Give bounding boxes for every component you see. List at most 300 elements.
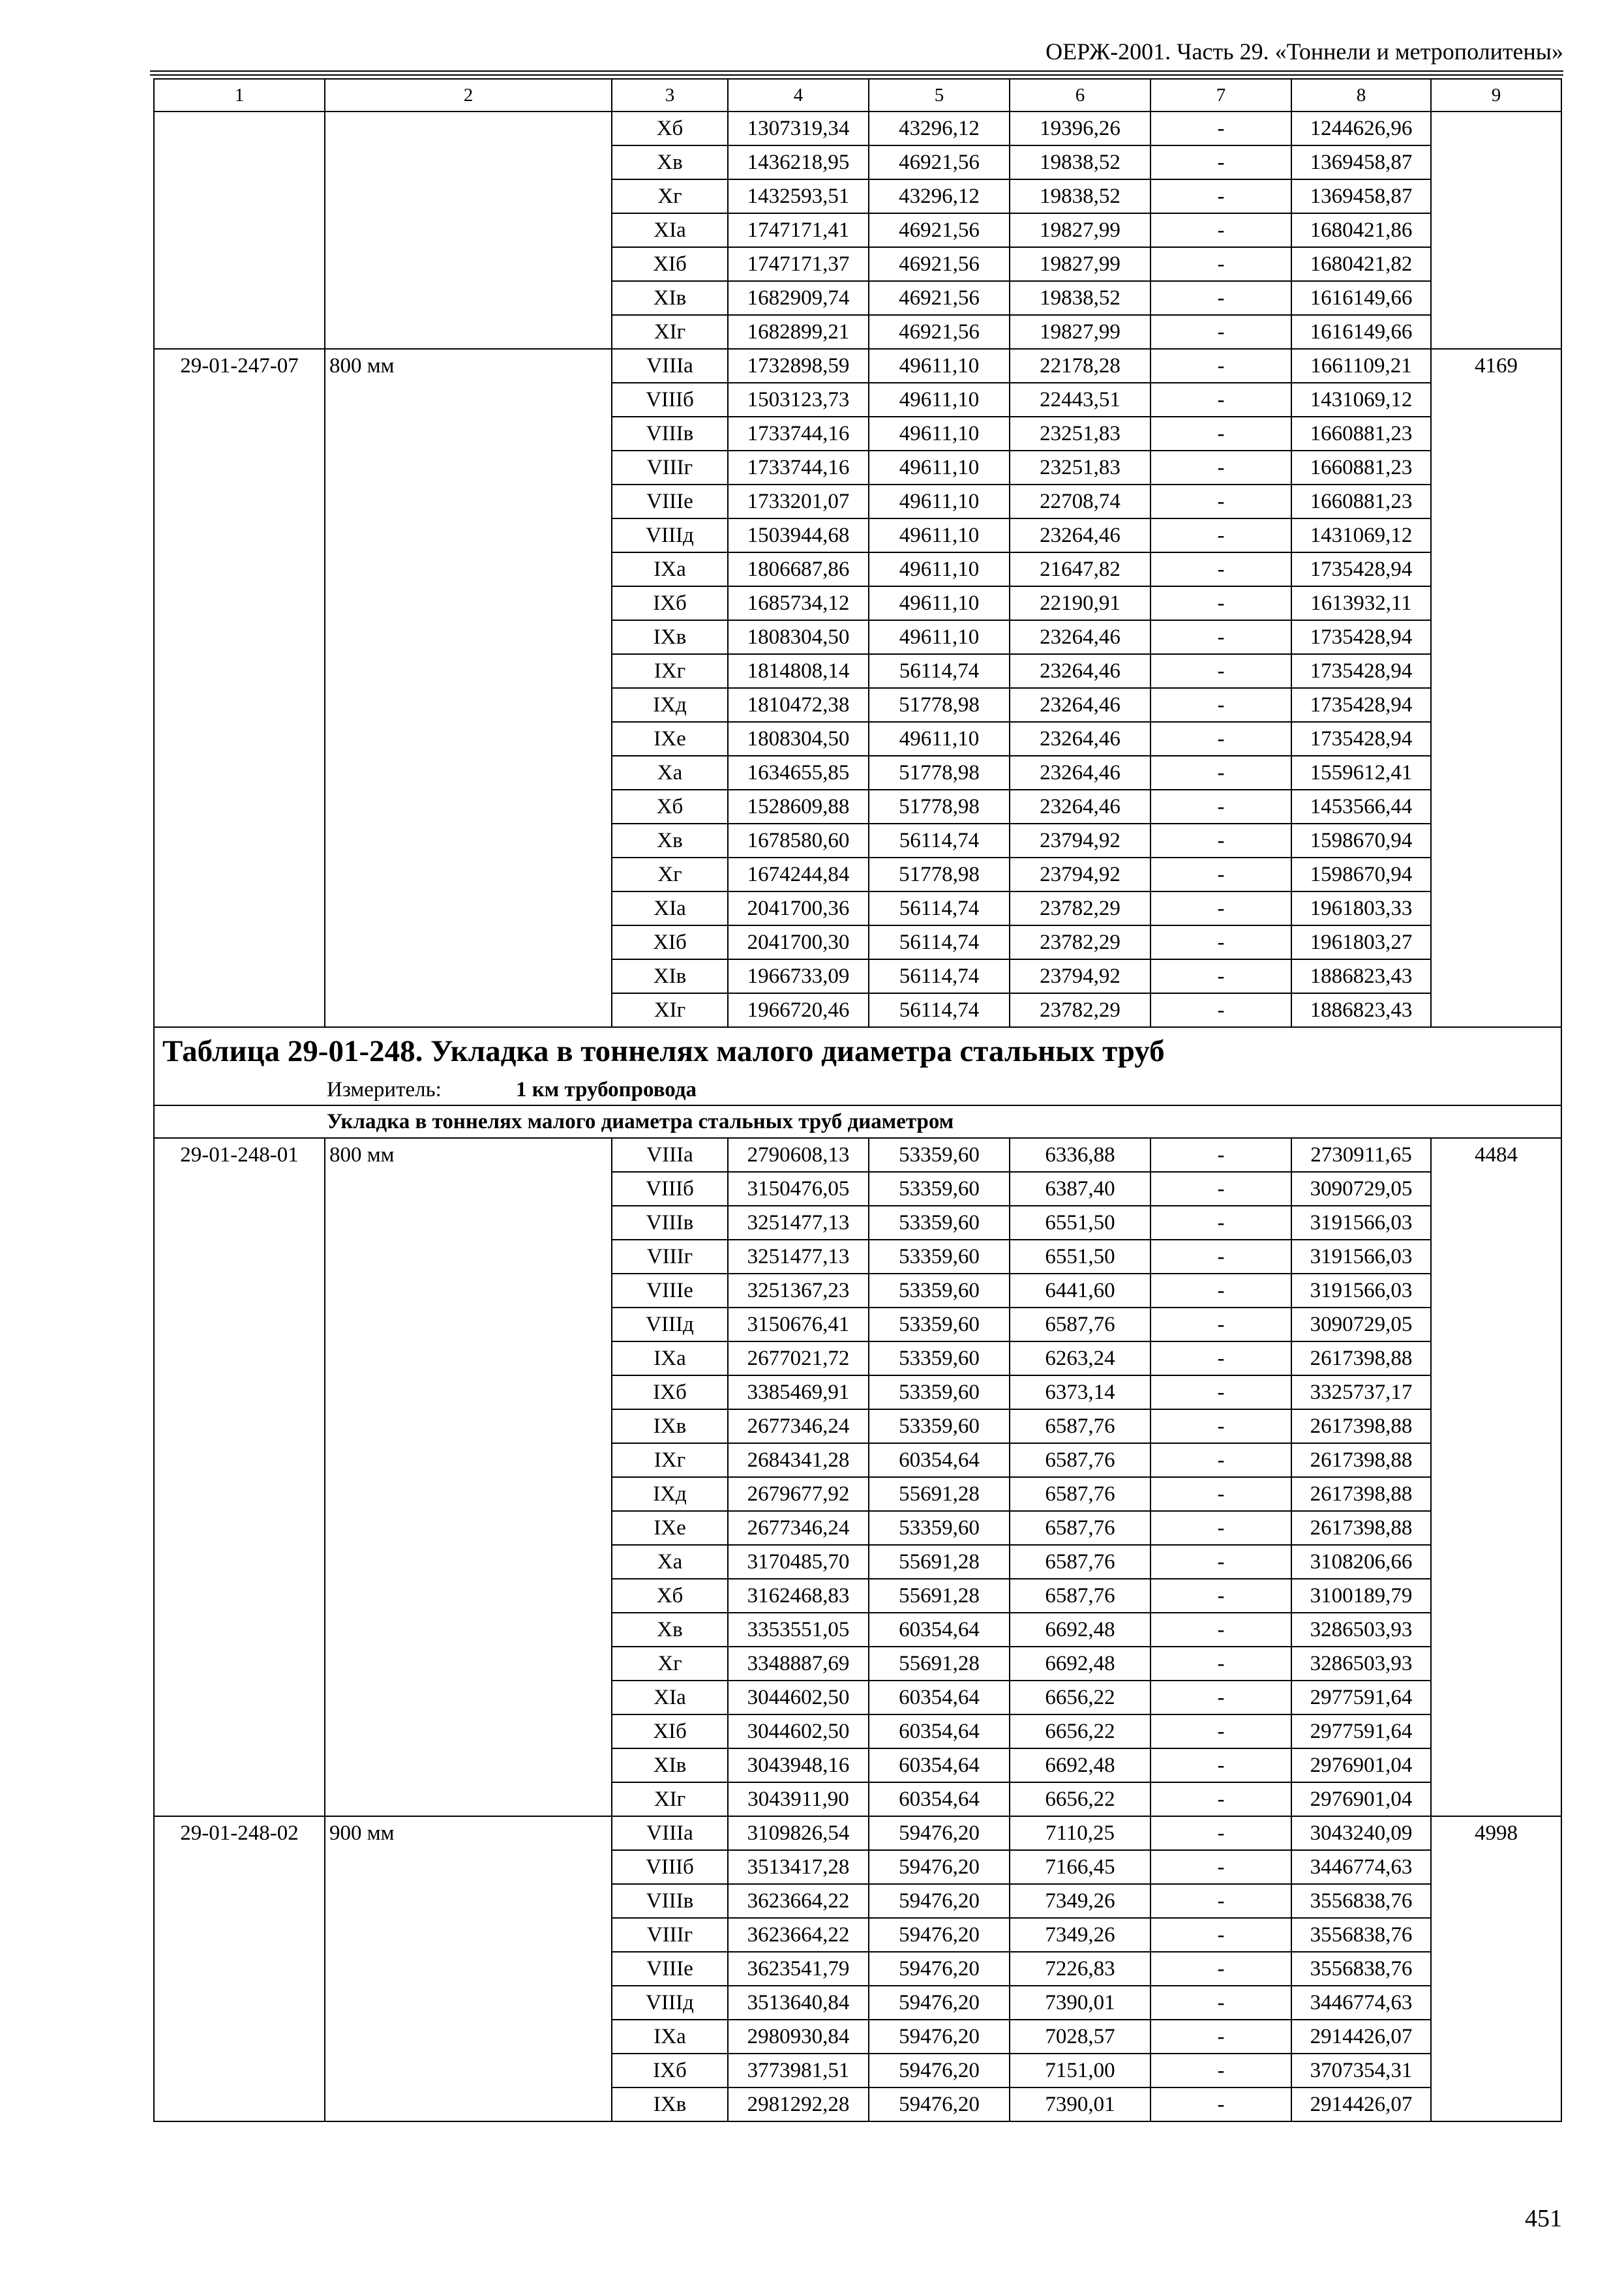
column-number-header: 7: [1150, 79, 1291, 112]
wage-cell: 49611,10: [869, 586, 1010, 620]
wage-cell: 53359,60: [869, 1138, 1010, 1172]
wage-cell: 56114,74: [869, 824, 1010, 858]
wage-cell: 43296,12: [869, 112, 1010, 145]
zone-cell: VIIIб: [612, 1172, 728, 1206]
wage-cell: 51778,98: [869, 790, 1010, 824]
total-cost-cell: 3162468,83: [728, 1579, 869, 1613]
driver-wage-cell: -: [1150, 925, 1291, 959]
total-cost-cell: 1808304,50: [728, 722, 869, 756]
wage-cell: 46921,56: [869, 315, 1010, 349]
total-cost-cell: 1966733,09: [728, 959, 869, 993]
driver-wage-cell: -: [1150, 1681, 1291, 1714]
driver-wage-cell: -: [1150, 1172, 1291, 1206]
machine-cost-cell: 6587,76: [1010, 1511, 1150, 1545]
wage-cell: 53359,60: [869, 1240, 1010, 1274]
driver-wage-cell: -: [1150, 1613, 1291, 1647]
machine-cost-cell: 6656,22: [1010, 1681, 1150, 1714]
column-number-header: 3: [612, 79, 728, 112]
total-cost-cell: 1810472,38: [728, 688, 869, 722]
total-cost-cell: 1747171,37: [728, 247, 869, 281]
machine-cost-cell: 7226,83: [1010, 1952, 1150, 1986]
zone-cell: VIIIв: [612, 1884, 728, 1918]
driver-wage-cell: -: [1150, 1816, 1291, 1850]
driver-wage-cell: -: [1150, 247, 1291, 281]
driver-wage-cell: -: [1150, 1138, 1291, 1172]
total-cost-cell: 3623664,22: [728, 1918, 869, 1952]
materials-cell: 1431069,12: [1291, 518, 1431, 552]
zone-cell: VIIIа: [612, 1138, 728, 1172]
materials-cell: 1660881,23: [1291, 451, 1431, 485]
total-cost-cell: 3044602,50: [728, 1714, 869, 1748]
zone-cell: Xа: [612, 756, 728, 790]
zone-cell: XIв: [612, 959, 728, 993]
materials-cell: 3446774,63: [1291, 1850, 1431, 1884]
wage-cell: 53359,60: [869, 1172, 1010, 1206]
materials-cell: 3286503,93: [1291, 1647, 1431, 1681]
table-title-row: [154, 1027, 1561, 1075]
materials-cell: 1661109,21: [1291, 349, 1431, 383]
machine-cost-cell: 19838,52: [1010, 179, 1150, 213]
wage-cell: 51778,98: [869, 688, 1010, 722]
materials-cell: 1886823,43: [1291, 959, 1431, 993]
materials-cell: 1735428,94: [1291, 620, 1431, 654]
total-cost-cell: 1528609,88: [728, 790, 869, 824]
measure-label: Измеритель:: [327, 1078, 442, 1101]
zone-cell: VIIIг: [612, 1240, 728, 1274]
driver-wage-cell: -: [1150, 518, 1291, 552]
machine-cost-cell: 23782,29: [1010, 925, 1150, 959]
zone-cell: VIIIе: [612, 1952, 728, 1986]
total-cost-cell: 3043948,16: [728, 1748, 869, 1782]
driver-wage-cell: -: [1150, 1884, 1291, 1918]
materials-cell: 3446774,63: [1291, 1986, 1431, 2020]
driver-wage-cell: -: [1150, 959, 1291, 993]
machine-cost-cell: 6336,88: [1010, 1138, 1150, 1172]
materials-cell: 1369458,87: [1291, 179, 1431, 213]
code-cell-empty: [154, 112, 325, 349]
zone-cell: XIб: [612, 925, 728, 959]
wage-cell: 53359,60: [869, 1308, 1010, 1341]
materials-cell: 3191566,03: [1291, 1240, 1431, 1274]
total-cost-cell: 1307319,34: [728, 112, 869, 145]
wage-cell: 60354,64: [869, 1681, 1010, 1714]
zone-cell: VIIIб: [612, 383, 728, 417]
materials-cell: 2617398,88: [1291, 1409, 1431, 1443]
labor-cost-cell: 4169: [1431, 349, 1561, 1027]
wage-cell: 49611,10: [869, 349, 1010, 383]
machine-cost-cell: 6587,76: [1010, 1409, 1150, 1443]
driver-wage-cell: -: [1150, 654, 1291, 688]
wage-cell: 49611,10: [869, 417, 1010, 451]
total-cost-cell: 3353551,05: [728, 1613, 869, 1647]
zone-cell: IXа: [612, 2020, 728, 2054]
wage-cell: 59476,20: [869, 2054, 1010, 2087]
labor-cell-empty: [1431, 112, 1561, 349]
wage-cell: 55691,28: [869, 1579, 1010, 1613]
total-cost-cell: 2677346,24: [728, 1511, 869, 1545]
wage-cell: 53359,60: [869, 1274, 1010, 1308]
zone-cell: IXг: [612, 1443, 728, 1477]
total-cost-cell: 3150476,05: [728, 1172, 869, 1206]
wage-cell: 56114,74: [869, 925, 1010, 959]
wage-cell: 56114,74: [869, 959, 1010, 993]
zone-cell: VIIIв: [612, 1206, 728, 1240]
total-cost-cell: 2677346,24: [728, 1409, 869, 1443]
machine-cost-cell: 6263,24: [1010, 1341, 1150, 1375]
zone-cell: IXд: [612, 1477, 728, 1511]
materials-cell: 2977591,64: [1291, 1681, 1431, 1714]
table-row: [154, 1816, 1561, 1850]
zone-cell: IXб: [612, 2054, 728, 2087]
table-row: [154, 349, 1561, 383]
wage-cell: 49611,10: [869, 620, 1010, 654]
driver-wage-cell: -: [1150, 2087, 1291, 2121]
machine-cost-cell: 7110,25: [1010, 1816, 1150, 1850]
total-cost-cell: 1682899,21: [728, 315, 869, 349]
wage-cell: 49611,10: [869, 485, 1010, 518]
wage-cell: 55691,28: [869, 1477, 1010, 1511]
total-cost-cell: 3513640,84: [728, 1986, 869, 2020]
measure-value: 1 км трубопровода: [516, 1078, 697, 1101]
section-subtitle: Укладка в тоннелях малого диаметра стальных труб диаметром: [154, 1105, 1561, 1138]
wage-cell: 51778,98: [869, 858, 1010, 891]
materials-cell: 3191566,03: [1291, 1206, 1431, 1240]
materials-cell: 1616149,66: [1291, 315, 1431, 349]
zone-cell: IXа: [612, 552, 728, 586]
name-cell-empty: [325, 112, 612, 349]
machine-cost-cell: 23794,92: [1010, 858, 1150, 891]
materials-cell: 3325737,17: [1291, 1375, 1431, 1409]
materials-cell: 1598670,94: [1291, 858, 1431, 891]
zone-cell: XIг: [612, 1782, 728, 1816]
materials-cell: 2914426,07: [1291, 2020, 1431, 2054]
total-cost-cell: 1685734,12: [728, 586, 869, 620]
zone-cell: VIIIе: [612, 485, 728, 518]
total-cost-cell: 1432593,51: [728, 179, 869, 213]
item-name-cell: 800 мм: [325, 349, 612, 1027]
driver-wage-cell: -: [1150, 485, 1291, 518]
total-cost-cell: 3109826,54: [728, 1816, 869, 1850]
item-name-cell: 900 мм: [325, 1816, 612, 2121]
driver-wage-cell: -: [1150, 1409, 1291, 1443]
materials-cell: 2976901,04: [1291, 1748, 1431, 1782]
total-cost-cell: 2684341,28: [728, 1443, 869, 1477]
total-cost-cell: 3251477,13: [728, 1206, 869, 1240]
zone-cell: XIа: [612, 1681, 728, 1714]
driver-wage-cell: -: [1150, 1918, 1291, 1952]
driver-wage-cell: -: [1150, 179, 1291, 213]
table-body: [154, 79, 1561, 2121]
wage-cell: 53359,60: [869, 1511, 1010, 1545]
machine-cost-cell: 6656,22: [1010, 1714, 1150, 1748]
materials-cell: 1453566,44: [1291, 790, 1431, 824]
item-code-cell: 29-01-248-01: [154, 1138, 325, 1816]
wage-cell: 60354,64: [869, 1714, 1010, 1748]
total-cost-cell: 2981292,28: [728, 2087, 869, 2121]
column-number-header: 9: [1431, 79, 1561, 112]
table-row: [154, 1138, 1561, 1172]
wage-cell: 49611,10: [869, 722, 1010, 756]
materials-cell: 1369458,87: [1291, 145, 1431, 179]
driver-wage-cell: -: [1150, 1511, 1291, 1545]
total-cost-cell: 2041700,36: [728, 891, 869, 925]
machine-cost-cell: 23264,46: [1010, 620, 1150, 654]
column-number-header: 5: [869, 79, 1010, 112]
zone-cell: IXб: [612, 1375, 728, 1409]
materials-cell: 3191566,03: [1291, 1274, 1431, 1308]
zone-cell: XIв: [612, 281, 728, 315]
materials-cell: 3556838,76: [1291, 1918, 1431, 1952]
materials-cell: 2914426,07: [1291, 2087, 1431, 2121]
total-cost-cell: 2679677,92: [728, 1477, 869, 1511]
driver-wage-cell: -: [1150, 790, 1291, 824]
total-cost-cell: 3623541,79: [728, 1952, 869, 1986]
driver-wage-cell: -: [1150, 1714, 1291, 1748]
machine-cost-cell: 23782,29: [1010, 891, 1150, 925]
zone-cell: VIIIв: [612, 417, 728, 451]
wage-cell: 59476,20: [869, 2020, 1010, 2054]
zone-cell: Xб: [612, 1579, 728, 1613]
total-cost-cell: 3773981,51: [728, 2054, 869, 2087]
zone-cell: IXв: [612, 2087, 728, 2121]
machine-cost-cell: 6587,76: [1010, 1477, 1150, 1511]
column-number-header: 6: [1010, 79, 1150, 112]
column-number-header: 4: [728, 79, 869, 112]
machine-cost-cell: 19827,99: [1010, 213, 1150, 247]
wage-cell: 49611,10: [869, 518, 1010, 552]
materials-cell: 1244626,96: [1291, 112, 1431, 145]
driver-wage-cell: -: [1150, 112, 1291, 145]
total-cost-cell: 3623664,22: [728, 1884, 869, 1918]
total-cost-cell: 3385469,91: [728, 1375, 869, 1409]
zone-cell: IXв: [612, 1409, 728, 1443]
zone-cell: VIIIа: [612, 349, 728, 383]
driver-wage-cell: -: [1150, 1443, 1291, 1477]
driver-wage-cell: -: [1150, 1952, 1291, 1986]
total-cost-cell: 1436218,95: [728, 145, 869, 179]
materials-cell: 1735428,94: [1291, 688, 1431, 722]
machine-cost-cell: 23251,83: [1010, 417, 1150, 451]
materials-cell: 3286503,93: [1291, 1613, 1431, 1647]
wage-cell: 46921,56: [869, 247, 1010, 281]
materials-cell: 3556838,76: [1291, 1884, 1431, 1918]
zone-cell: Xб: [612, 112, 728, 145]
total-cost-cell: 2677021,72: [728, 1341, 869, 1375]
total-cost-cell: 1733744,16: [728, 451, 869, 485]
zone-cell: Xб: [612, 790, 728, 824]
materials-cell: 3108206,66: [1291, 1545, 1431, 1579]
driver-wage-cell: -: [1150, 1545, 1291, 1579]
machine-cost-cell: 7151,00: [1010, 2054, 1150, 2087]
machine-cost-cell: 22190,91: [1010, 586, 1150, 620]
wage-cell: 59476,20: [869, 1986, 1010, 2020]
zone-cell: XIг: [612, 315, 728, 349]
machine-cost-cell: 22178,28: [1010, 349, 1150, 383]
driver-wage-cell: -: [1150, 722, 1291, 756]
machine-cost-cell: 6587,76: [1010, 1545, 1150, 1579]
total-cost-cell: 1674244,84: [728, 858, 869, 891]
machine-cost-cell: 23264,46: [1010, 722, 1150, 756]
driver-wage-cell: -: [1150, 858, 1291, 891]
wage-cell: 59476,20: [869, 1884, 1010, 1918]
zone-cell: IXа: [612, 1341, 728, 1375]
materials-cell: 3090729,05: [1291, 1172, 1431, 1206]
price-table: [153, 78, 1562, 2122]
table-title: Таблица 29-01-248. Укладка в тоннелях малого диаметра стальных труб: [154, 1027, 1561, 1075]
materials-cell: 1961803,33: [1291, 891, 1431, 925]
total-cost-cell: 3170485,70: [728, 1545, 869, 1579]
materials-cell: 1613932,11: [1291, 586, 1431, 620]
header-rule-thick: [150, 70, 1563, 72]
wage-cell: 55691,28: [869, 1545, 1010, 1579]
total-cost-cell: 2980930,84: [728, 2020, 869, 2054]
machine-cost-cell: 19827,99: [1010, 315, 1150, 349]
machine-cost-cell: 19827,99: [1010, 247, 1150, 281]
materials-cell: 1431069,12: [1291, 383, 1431, 417]
driver-wage-cell: -: [1150, 993, 1291, 1027]
zone-cell: IXг: [612, 654, 728, 688]
machine-cost-cell: 23264,46: [1010, 654, 1150, 688]
machine-cost-cell: 6373,14: [1010, 1375, 1150, 1409]
item-code-cell: 29-01-248-02: [154, 1816, 325, 2121]
item-code-cell: 29-01-247-07: [154, 349, 325, 1027]
machine-cost-cell: 7349,26: [1010, 1918, 1150, 1952]
driver-wage-cell: -: [1150, 1579, 1291, 1613]
driver-wage-cell: -: [1150, 2054, 1291, 2087]
wage-cell: 59476,20: [869, 1918, 1010, 1952]
zone-cell: XIа: [612, 891, 728, 925]
machine-cost-cell: 23251,83: [1010, 451, 1150, 485]
total-cost-cell: 1678580,60: [728, 824, 869, 858]
machine-cost-cell: 6587,76: [1010, 1308, 1150, 1341]
zone-cell: IXд: [612, 688, 728, 722]
measure-row: [154, 1075, 1561, 1105]
driver-wage-cell: -: [1150, 620, 1291, 654]
driver-wage-cell: -: [1150, 1986, 1291, 2020]
wage-cell: 59476,20: [869, 1816, 1010, 1850]
total-cost-cell: 1732898,59: [728, 349, 869, 383]
zone-cell: VIIIд: [612, 1986, 728, 2020]
machine-cost-cell: 19838,52: [1010, 281, 1150, 315]
wage-cell: 60354,64: [869, 1613, 1010, 1647]
zone-cell: Xг: [612, 858, 728, 891]
materials-cell: 1680421,82: [1291, 247, 1431, 281]
total-cost-cell: 2790608,13: [728, 1138, 869, 1172]
total-cost-cell: 3251477,13: [728, 1240, 869, 1274]
driver-wage-cell: -: [1150, 281, 1291, 315]
wage-cell: 56114,74: [869, 654, 1010, 688]
materials-cell: 1660881,23: [1291, 417, 1431, 451]
zone-cell: IXв: [612, 620, 728, 654]
zone-cell: Xв: [612, 824, 728, 858]
materials-cell: 1961803,27: [1291, 925, 1431, 959]
total-cost-cell: 1682909,74: [728, 281, 869, 315]
driver-wage-cell: -: [1150, 891, 1291, 925]
zone-cell: VIIIг: [612, 451, 728, 485]
driver-wage-cell: -: [1150, 1477, 1291, 1511]
driver-wage-cell: -: [1150, 349, 1291, 383]
machine-cost-cell: 6587,76: [1010, 1443, 1150, 1477]
subtitle-row: [154, 1105, 1561, 1138]
driver-wage-cell: -: [1150, 1274, 1291, 1308]
total-cost-cell: 1733201,07: [728, 485, 869, 518]
zone-cell: IXе: [612, 722, 728, 756]
machine-cost-cell: 23782,29: [1010, 993, 1150, 1027]
labor-cost-cell: 4484: [1431, 1138, 1561, 1816]
wage-cell: 60354,64: [869, 1443, 1010, 1477]
zone-cell: IXб: [612, 586, 728, 620]
driver-wage-cell: -: [1150, 1341, 1291, 1375]
zone-cell: Xг: [612, 179, 728, 213]
materials-cell: 3707354,31: [1291, 2054, 1431, 2087]
wage-cell: 53359,60: [869, 1206, 1010, 1240]
total-cost-cell: 1806687,86: [728, 552, 869, 586]
driver-wage-cell: -: [1150, 2020, 1291, 2054]
column-number-header: 1: [154, 79, 325, 112]
machine-cost-cell: 6692,48: [1010, 1748, 1150, 1782]
table-row: [154, 112, 1561, 145]
driver-wage-cell: -: [1150, 1647, 1291, 1681]
wage-cell: 60354,64: [869, 1782, 1010, 1816]
wage-cell: 60354,64: [869, 1748, 1010, 1782]
labor-cost-cell: 4998: [1431, 1816, 1561, 2121]
machine-cost-cell: 23264,46: [1010, 688, 1150, 722]
zone-cell: Xг: [612, 1647, 728, 1681]
machine-cost-cell: 6387,40: [1010, 1172, 1150, 1206]
zone-cell: Xа: [612, 1545, 728, 1579]
total-cost-cell: 3251367,23: [728, 1274, 869, 1308]
total-cost-cell: 1503123,73: [728, 383, 869, 417]
total-cost-cell: 2041700,30: [728, 925, 869, 959]
driver-wage-cell: -: [1150, 1240, 1291, 1274]
zone-cell: VIIIб: [612, 1850, 728, 1884]
machine-cost-cell: 6692,48: [1010, 1613, 1150, 1647]
materials-cell: 1735428,94: [1291, 722, 1431, 756]
total-cost-cell: 3044602,50: [728, 1681, 869, 1714]
total-cost-cell: 3348887,69: [728, 1647, 869, 1681]
materials-cell: 2617398,88: [1291, 1477, 1431, 1511]
total-cost-cell: 1814808,14: [728, 654, 869, 688]
zone-cell: Xв: [612, 1613, 728, 1647]
running-header: ОЕРЖ-2001. Часть 29. «Тоннели и метрополитены»: [1045, 38, 1563, 65]
machine-cost-cell: 6551,50: [1010, 1206, 1150, 1240]
materials-cell: 1616149,66: [1291, 281, 1431, 315]
total-cost-cell: 1733744,16: [728, 417, 869, 451]
wage-cell: 59476,20: [869, 1952, 1010, 1986]
machine-cost-cell: 22443,51: [1010, 383, 1150, 417]
wage-cell: 53359,60: [869, 1375, 1010, 1409]
wage-cell: 46921,56: [869, 213, 1010, 247]
total-cost-cell: 3513417,28: [728, 1850, 869, 1884]
driver-wage-cell: -: [1150, 586, 1291, 620]
materials-cell: 1660881,23: [1291, 485, 1431, 518]
item-name-cell: 800 мм: [325, 1138, 612, 1816]
driver-wage-cell: -: [1150, 315, 1291, 349]
driver-wage-cell: -: [1150, 688, 1291, 722]
machine-cost-cell: 23264,46: [1010, 518, 1150, 552]
driver-wage-cell: -: [1150, 1375, 1291, 1409]
total-cost-cell: 1808304,50: [728, 620, 869, 654]
machine-cost-cell: 7390,01: [1010, 2087, 1150, 2121]
zone-cell: XIв: [612, 1748, 728, 1782]
machine-cost-cell: 22708,74: [1010, 485, 1150, 518]
driver-wage-cell: -: [1150, 1850, 1291, 1884]
zone-cell: XIа: [612, 213, 728, 247]
materials-cell: 2617398,88: [1291, 1443, 1431, 1477]
wage-cell: 46921,56: [869, 281, 1010, 315]
materials-cell: 1735428,94: [1291, 552, 1431, 586]
driver-wage-cell: -: [1150, 145, 1291, 179]
